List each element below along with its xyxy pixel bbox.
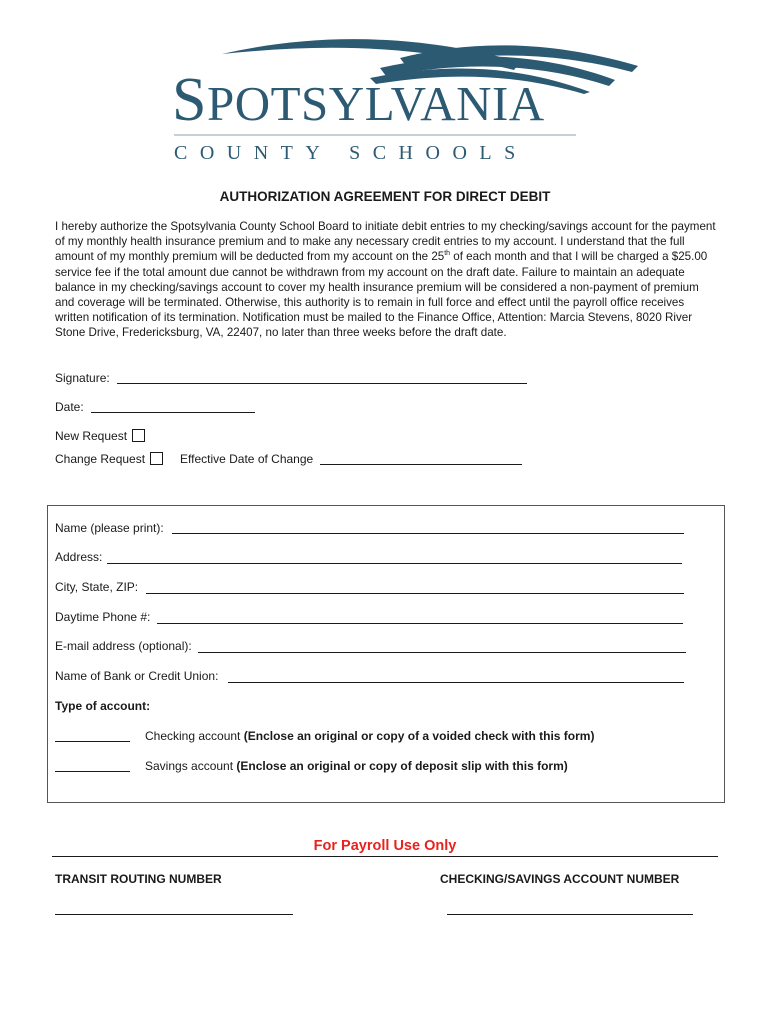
checking-account-row xyxy=(145,729,594,743)
account-type-heading: Type of account: xyxy=(55,699,151,713)
bank-line[interactable] xyxy=(228,682,684,683)
date-label: Date: xyxy=(55,400,84,414)
phone-label: Daytime Phone #: xyxy=(55,610,151,624)
savings-account-label: Savings account xyxy=(145,759,237,773)
city-state-zip-label: City, State, ZIP: xyxy=(55,580,139,594)
phone-line[interactable] xyxy=(157,623,683,624)
address-label: Address: xyxy=(55,550,103,564)
authorization-paragraph: I hereby authorize the Spotsylvania County School Board to initiate debit entries to my checking/savings account for the payment of my monthly health insurance premium and to make any necessary credit entries to my account. I understand that the full amount of my monthly premium will be deducted from my account on the 25th of each month and that I will be charged a $25.00 service fee if the total amount due cannot be withdrawn from my account on the draft date. Failure to maintain an adequate balance in my checking/savings account to cover my health insurance premium will be considered a non-payment of premium and coverage will be terminated. Otherwise, this authority is to remain in full force and effect until the payroll office receives written notification of its termination. Notification must be mailed to the Finance Office, Attention: Marcia Stevens, 8020 River Stone Drive, Fredericksburg, VA, 22407, no later than three weeks before the draft date. xyxy=(55,220,716,340)
address-line[interactable] xyxy=(107,563,682,564)
effective-date-label: Effective Date of Change xyxy=(180,452,314,466)
savings-blank[interactable] xyxy=(55,771,130,772)
document-title: AUTHORIZATION AGREEMENT FOR DIRECT DEBIT xyxy=(219,189,551,204)
date-line[interactable] xyxy=(91,412,255,413)
new-request-label: New Request xyxy=(55,429,128,443)
checking-account-note: (Enclose an original or copy of a voided check with this form) xyxy=(243,729,595,743)
payroll-divider xyxy=(52,856,718,857)
payroll-heading: For Payroll Use Only xyxy=(313,838,457,854)
new-request-checkbox[interactable] xyxy=(132,429,145,442)
city-state-zip-line[interactable] xyxy=(146,593,684,594)
routing-number-line[interactable] xyxy=(55,914,293,915)
effective-date-line[interactable] xyxy=(320,464,522,465)
logo-wordmark: SPOTSYLVANIA xyxy=(172,66,545,134)
checking-account-label: Checking account xyxy=(145,729,244,743)
bank-label: Name of Bank or Credit Union: xyxy=(55,669,219,683)
signature-label: Signature: xyxy=(55,371,110,385)
change-request-row xyxy=(55,452,163,466)
new-request-row xyxy=(55,429,145,443)
account-number-line[interactable] xyxy=(447,914,693,915)
savings-account-row xyxy=(145,759,568,773)
change-request-checkbox[interactable] xyxy=(150,452,163,465)
name-line[interactable] xyxy=(172,533,684,534)
email-line[interactable] xyxy=(198,652,686,653)
email-label: E-mail address (optional): xyxy=(55,639,192,653)
savings-account-note: (Enclose an original or copy of deposit slip with this form) xyxy=(236,759,568,773)
logo-subtitle: COUNTY SCHOOLS xyxy=(174,142,528,164)
logo-divider xyxy=(174,134,576,136)
signature-line[interactable] xyxy=(117,383,527,384)
change-request-label: Change Request xyxy=(55,452,146,466)
name-label: Name (please print): xyxy=(55,521,164,535)
account-number-label: CHECKING/SAVINGS ACCOUNT NUMBER xyxy=(440,872,680,886)
checking-blank[interactable] xyxy=(55,741,130,742)
routing-number-label: TRANSIT ROUTING NUMBER xyxy=(55,872,222,886)
